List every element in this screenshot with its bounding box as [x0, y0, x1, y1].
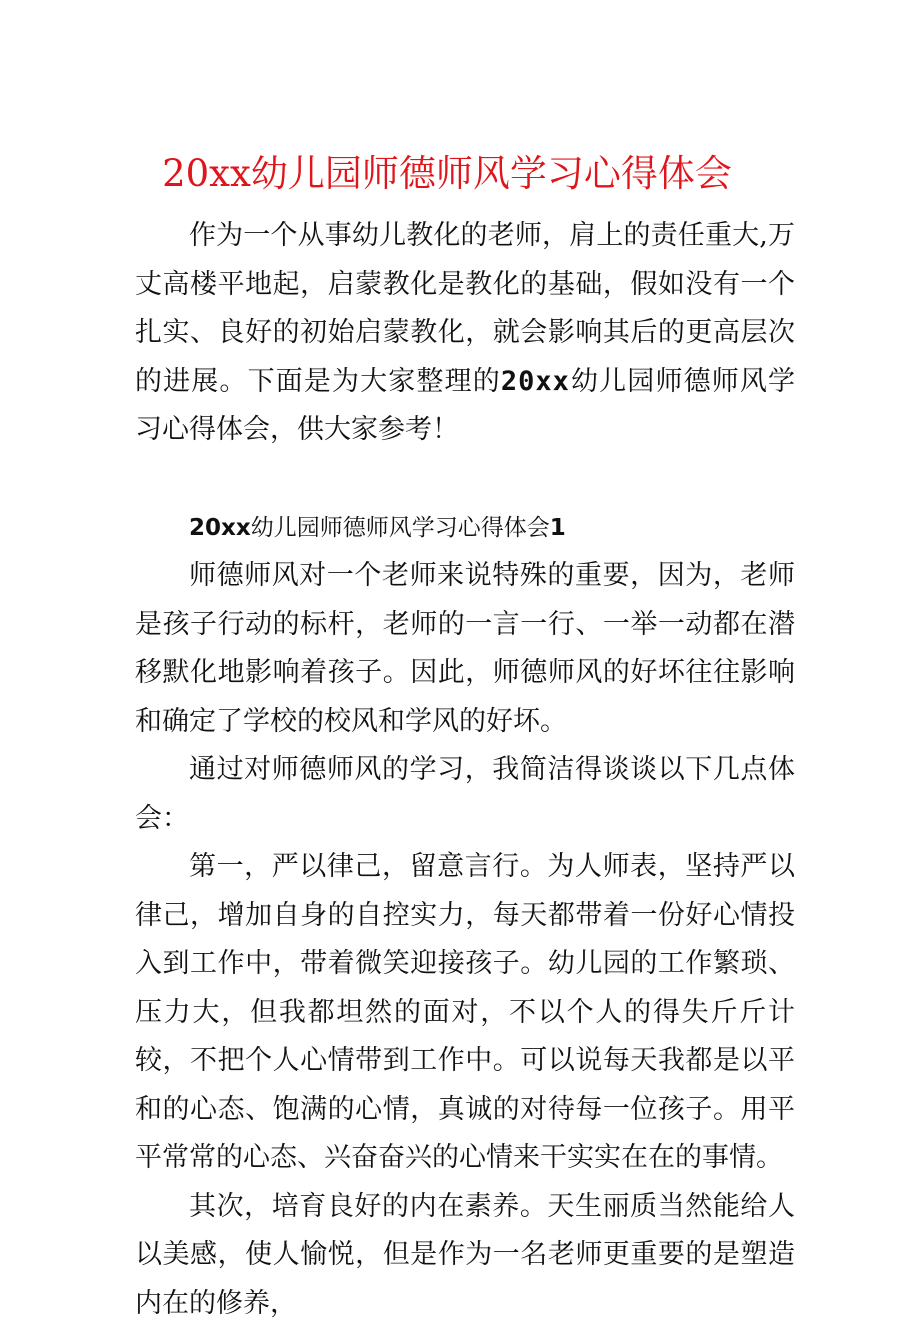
section-heading-number: 1: [550, 515, 566, 541]
section-heading-text: 幼儿园师德师风学习心得体会: [251, 515, 550, 541]
body-paragraph-4: 其次，培育良好的内在素养。天生丽质当然能给人以美感，使人愉悦，但是作为一名老师更重要的是塑造内在的修养，: [135, 1183, 795, 1328]
section-heading: [135, 504, 795, 553]
body-paragraph-2: 通过对师德师风的学习，我简洁得谈谈以下几点体会：: [135, 746, 795, 843]
body-paragraph-1: 师德师风对一个老师来说特殊的重要，因为，老师是孩子行动的标杆，老师的一言一行、一举一动都在潜移默化地影响着孩子。因此，师德师风的好坏往往影响和确定了学校的校风和学风的好坏。: [135, 552, 795, 746]
intro-text-end: 幼儿园师德师风学习心得体会，供大家参考！: [135, 366, 795, 446]
intro-text-start: 作为一个从事幼儿教化的老师，肩上的责任重大,万丈高楼平地起，启蒙教化是教化的基础，假如没有一个扎实、良好的初始启蒙教化，就会影响其后的更高层次的进展。下面是为大家整理的: [135, 220, 795, 397]
intro-paragraph: [135, 212, 795, 455]
section-heading-year: 20xx: [189, 515, 251, 541]
body-paragraph-3: 第一，严以律己，留意言行。为人师表，坚持严以律己，增加自身的自控实力，每天都带着一份好心情投入到工作中，带着微笑迎接孩子。幼儿园的工作繁琐、压力大，但我都坦然的面对，不以个人的得失斤斤计较，不把个人心情带到工作中。可以说每天我都是以平和的心态、饱满的心情，真诚的对待每一位孩子。用平平常常的心态、兴奋奋兴的心情来干实实在在的事情。: [135, 843, 795, 1183]
document-title: 20xx幼儿园师德师风学习心得体会: [0, 148, 894, 200]
document-body: [135, 212, 795, 1328]
intro-year-highlight: 20xx: [501, 366, 570, 397]
